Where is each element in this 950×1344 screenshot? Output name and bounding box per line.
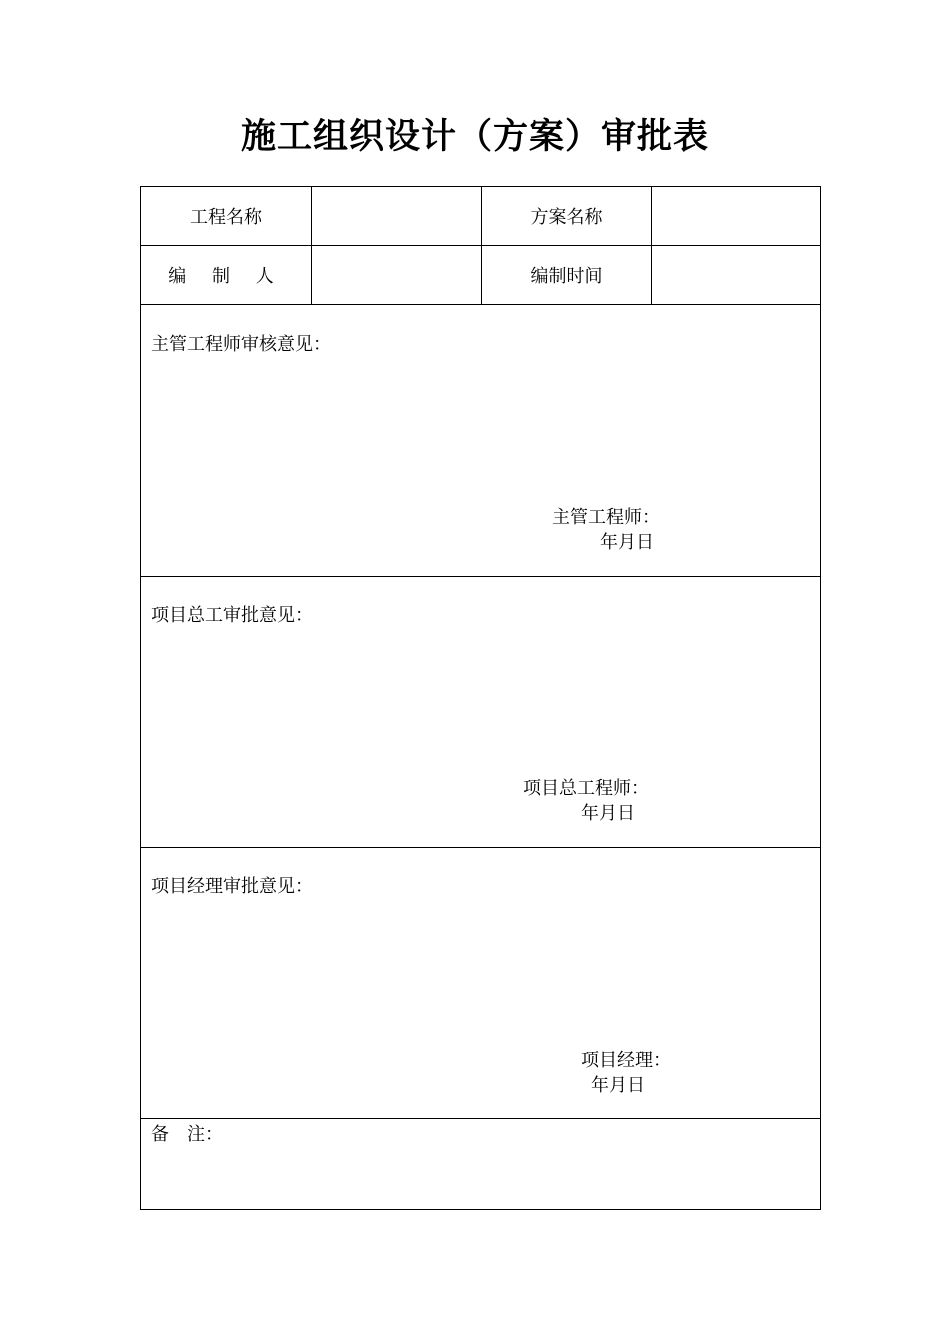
remarks-section[interactable] [141,1119,820,1209]
author-label: 编 制 人 [168,266,284,287]
engineer-signature-label: 主管工程师： [552,507,660,528]
remarks-label: 备 注： [151,1124,223,1145]
chief-date-label: 年月日 [581,803,635,824]
engineer-review-label: 主管工程师审核意见： [151,334,331,355]
info-row-names [141,187,820,246]
manager-review-label: 项目经理审批意见： [151,876,313,897]
chief-review-label: 项目总工审批意见： [151,605,313,626]
date-label: 编制时间 [481,246,651,304]
chief-signature-label: 项目总工程师： [523,778,649,799]
approval-form [140,186,821,1210]
plan-name-field[interactable] [651,187,820,245]
manager-review-section[interactable] [141,848,820,1119]
engineer-review-section[interactable] [141,305,820,577]
engineer-date-label: 年月日 [600,532,654,553]
page-title: 施工组织设计（方案）审批表 [240,116,709,157]
info-row-author [141,246,820,305]
project-name-label: 工程名称 [190,207,262,228]
project-name-field[interactable] [311,187,481,245]
chief-review-section[interactable] [141,577,820,848]
plan-name-label: 方案名称 [481,187,651,245]
author-field[interactable] [311,246,481,304]
date-field[interactable] [651,246,820,304]
manager-date-label: 年月日 [591,1075,645,1096]
manager-signature-label: 项目经理： [581,1050,671,1071]
